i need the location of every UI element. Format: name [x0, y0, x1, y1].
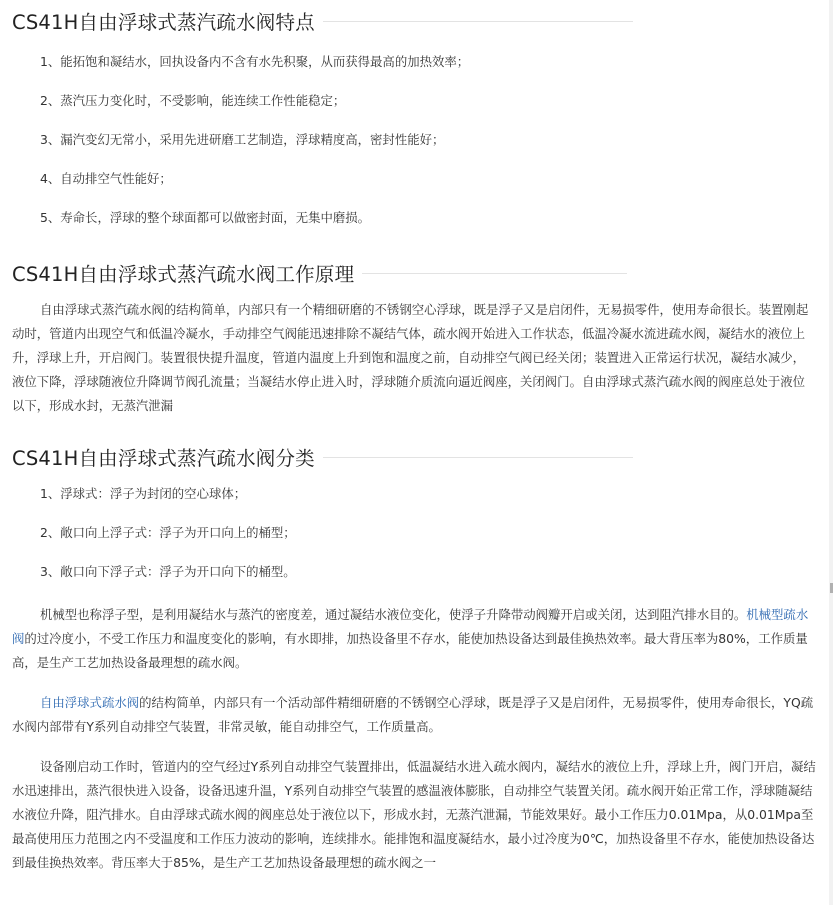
article-content: [12, 0, 817, 875]
list-item: 1、能拓饱和凝结水，回执设备内不含有水先积聚，从而获得最高的加热效率；: [40, 53, 470, 69]
list-item: 1、浮球式：浮子为封闭的空心球体；: [40, 485, 247, 501]
section-title: CS41H自由浮球式蒸汽疏水阀分类: [12, 447, 315, 470]
section-title: CS41H自由浮球式蒸汽疏水阀特点: [12, 11, 315, 34]
paragraph-text: 的结构简单，内部只有一个活动部件精细研磨的不锈钢空心浮球，既是浮子又是启闭件，无易损零件，使用寿命很长，YQ疏水阀内部带有Y系列自动排空气装置，非常灵敏，能自动排空气，工作质量高。: [12, 695, 814, 734]
paragraph: 设备刚启动工作时，管道内的空气经过Y系列自动排空气装置排出，低温凝结水进入疏水阀内，凝结水的液位上升，浮球上升，阀门开启，凝结水迅速排出，蒸汽很快进入设备，设备迅速升温，Y系列自动排空气装置的感温液体膨胀，自动排空气装置关闭。疏水阀开始正常工作，浮球随凝结水液位升降，阻汽排水。自由浮球式疏水阀的阀座总处于液位以下，形成水封，无蒸汽泄漏，节能效果好。最小工作压力0.01Mpa，从0.01Mpa至最高使用压力范围之内不受温度和工作压力波动的影响，连续排水。能排饱和温度凝结水，最小过冷度为0℃，加热设备里不存水，能使加热设备达到最佳换热效率。背压率大于85%，是生产工艺加热设备最理想的疏水阀之一: [12, 759, 816, 870]
title-divider: [323, 457, 633, 458]
list-item: 5、寿命长，浮球的整个球面都可以做密封面，无集中磨损。: [40, 209, 371, 225]
list-item: 3、漏汽变幻无常小，采用先进研磨工艺制造，浮球精度高，密封性能好；: [40, 131, 445, 147]
section-header-features: [12, 6, 817, 36]
list-item: 3、敞口向下浮子式：浮子为开口向下的桶型。: [40, 563, 296, 579]
paragraph: 自由浮球式蒸汽疏水阀的结构简单，内部只有一个精细研磨的不锈钢空心浮球，既是浮子又是启闭件，无易损零件，使用寿命很长。装置刚起动时，管道内出现空气和低温冷凝水，手动排空气阀能迅速排除不凝结气体，疏水阀开始进入工作状态，低温冷凝水流进疏水阀，凝结水的液位上升，浮球上升，开启阀门。装置很快提升温度，管道内温度上升到饱和温度之前，自动排空气阀已经关闭；装置进入正常运行状况，凝结水减少，液位下降，浮球随液位升降调节阀孔流量；当凝结水停止进入时，浮球随介质流向逼近阀座，关闭阀门。自由浮球式蒸汽疏水阀的阀座总处于液位以下，形成水封，无蒸汽泄漏: [12, 302, 809, 413]
scrollbar[interactable]: [829, 0, 833, 905]
paragraph: [12, 603, 817, 675]
list-item: 2、敞口向上浮子式：浮子为开口向上的桶型；: [40, 524, 296, 540]
title-divider: [323, 21, 633, 22]
mechanical-trap-link[interactable]: 机械型疏水阀: [12, 607, 809, 646]
paragraph-text: 的过冷度小，不受工作压力和温度变化的影响，有水即排，加热设备里不存水，能使加热设备达到最佳换热效率。最大背压率为80%，工作质量高，是生产工艺加热设备最理想的疏水阀。: [12, 631, 808, 670]
title-divider: [362, 273, 627, 274]
paragraph: [12, 691, 817, 739]
section-header-principle: [12, 258, 817, 288]
list-item: 2、蒸汽压力变化时，不受影响，能连续工作性能稳定；: [40, 92, 346, 108]
list-item: 4、自动排空气性能好；: [40, 170, 172, 186]
paragraph-text: 机械型也称浮子型，是利用凝结水与蒸汽的密度差，通过凝结水液位变化，使浮子升降带动阀瓣开启或关闭，达到阻汽排水目的。: [40, 607, 747, 622]
section-title: CS41H自由浮球式蒸汽疏水阀工作原理: [12, 263, 355, 286]
free-float-trap-link[interactable]: 自由浮球式疏水阀: [40, 695, 140, 710]
section-header-classification: [12, 442, 817, 472]
